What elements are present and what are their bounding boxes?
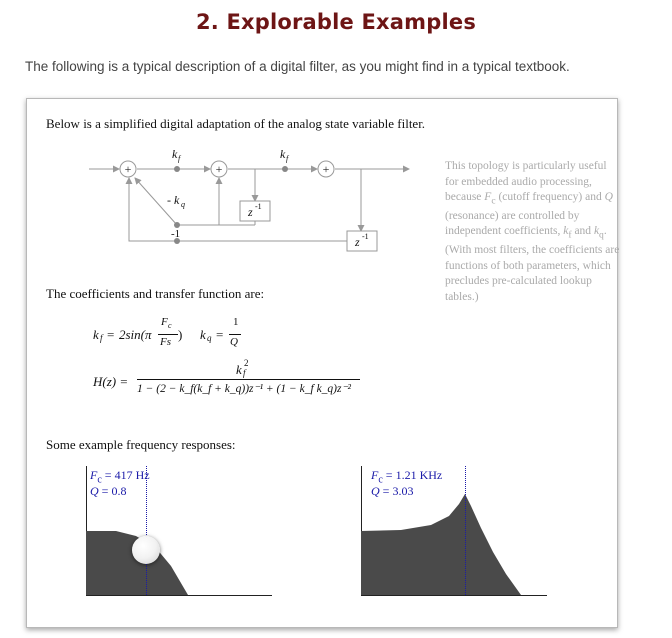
svg-text:+: + [322,162,330,176]
delay-block-2 [347,231,377,251]
sum-node-1 [120,161,136,177]
filter-block-diagram [27,145,427,265]
section-title: 2. Explorable Examples [195,10,477,34]
card-intro: Below is a simplified digital adaptation of the analog state variable filter. [46,116,426,131]
frequency-response-plot-1[interactable] [86,466,272,596]
svg-text:+: + [215,162,223,176]
sum-node-3 [318,161,334,177]
intro-text: The following is a typical description of a digital filter, as you might find in a typical textbook. [25,59,570,74]
svg-text:q: q [181,200,185,209]
neg-one-label: -1 [171,228,181,240]
plot-1-fc-label: $F_c = 417$ Hz [90,468,150,486]
svg-text:-1: -1 [255,202,262,211]
kf-gain-dot-1 [174,166,180,172]
plot-1-q-label: Q = 0.8 [90,484,127,498]
neg-kq-label [167,193,185,209]
svg-text:k: k [280,147,286,161]
frequency-response-plot-2[interactable] [361,466,547,596]
svg-text:k: k [172,147,178,161]
responses-heading: Some example frequency responses: [46,437,236,452]
plot-2-response-area [361,494,521,595]
svg-text:- k: - k [167,193,180,207]
svg-text:-1: -1 [362,232,369,241]
svg-text:f: f [286,154,289,163]
svg-text:z: z [248,205,253,219]
svg-text:f: f [178,154,181,163]
plot-2-q-label: Q = 3.03 [371,484,414,498]
sum-node-2 [211,161,227,177]
explorable-card: Below is a simplified digital adaptation of the analog state variable filter. + + + z -1 z -1 k f k f - k q -1 This topology is particularly useful for embedded audio processing, because $F_c$ (cutoff frequency) and Q (resonance) are controlled by independent coefficients, $k_f$ and $k_q$. (With most filters, the coefficients are functions of both parameters, which precludes pre-calculated lookup tables.) The coefficients and transfer function are: k f = 2sin(π F c Fs ) k q = 1 Q H(z) = k f 2 1 − (2 − k_f(k_f + k_q))z⁻¹ + (1 − k_f k_q)z⁻² Some example frequency responses: $F_c = 417$ Hz Q = 0.8 $F_c = 1.21$ KHz Q = 3.03 [26,98,618,628]
kf-label-1 [172,147,182,163]
plot-2-fc-label: $F_c = 1.21$ KHz [371,468,443,486]
kf-gain-dot-2 [282,166,288,172]
plot-1-drag-handle[interactable] [132,536,160,564]
sidebar-note: This topology is particularly useful for embedded audio processing, because $F_c$ (cutoff frequency) and Q (resonance) are controlled by independent coefficients, $k_f$ and $k_q$. (With most filters, the coefficients are functions of both parameters, which precludes pre-calculated lookup tables.) [445,160,620,303]
svg-text:z: z [355,235,360,249]
delay-block-1 [240,201,270,221]
transfer-function-equation: H(z) = k f 2 1 − (2 − k_f(k_f + k_q))z⁻¹ + (1 − k_f k_q)z⁻² [93,365,393,405]
coefficients-heading: The coefficients and transfer function are: [46,286,265,301]
svg-text:+: + [124,162,132,176]
kf-label-2 [280,147,290,163]
